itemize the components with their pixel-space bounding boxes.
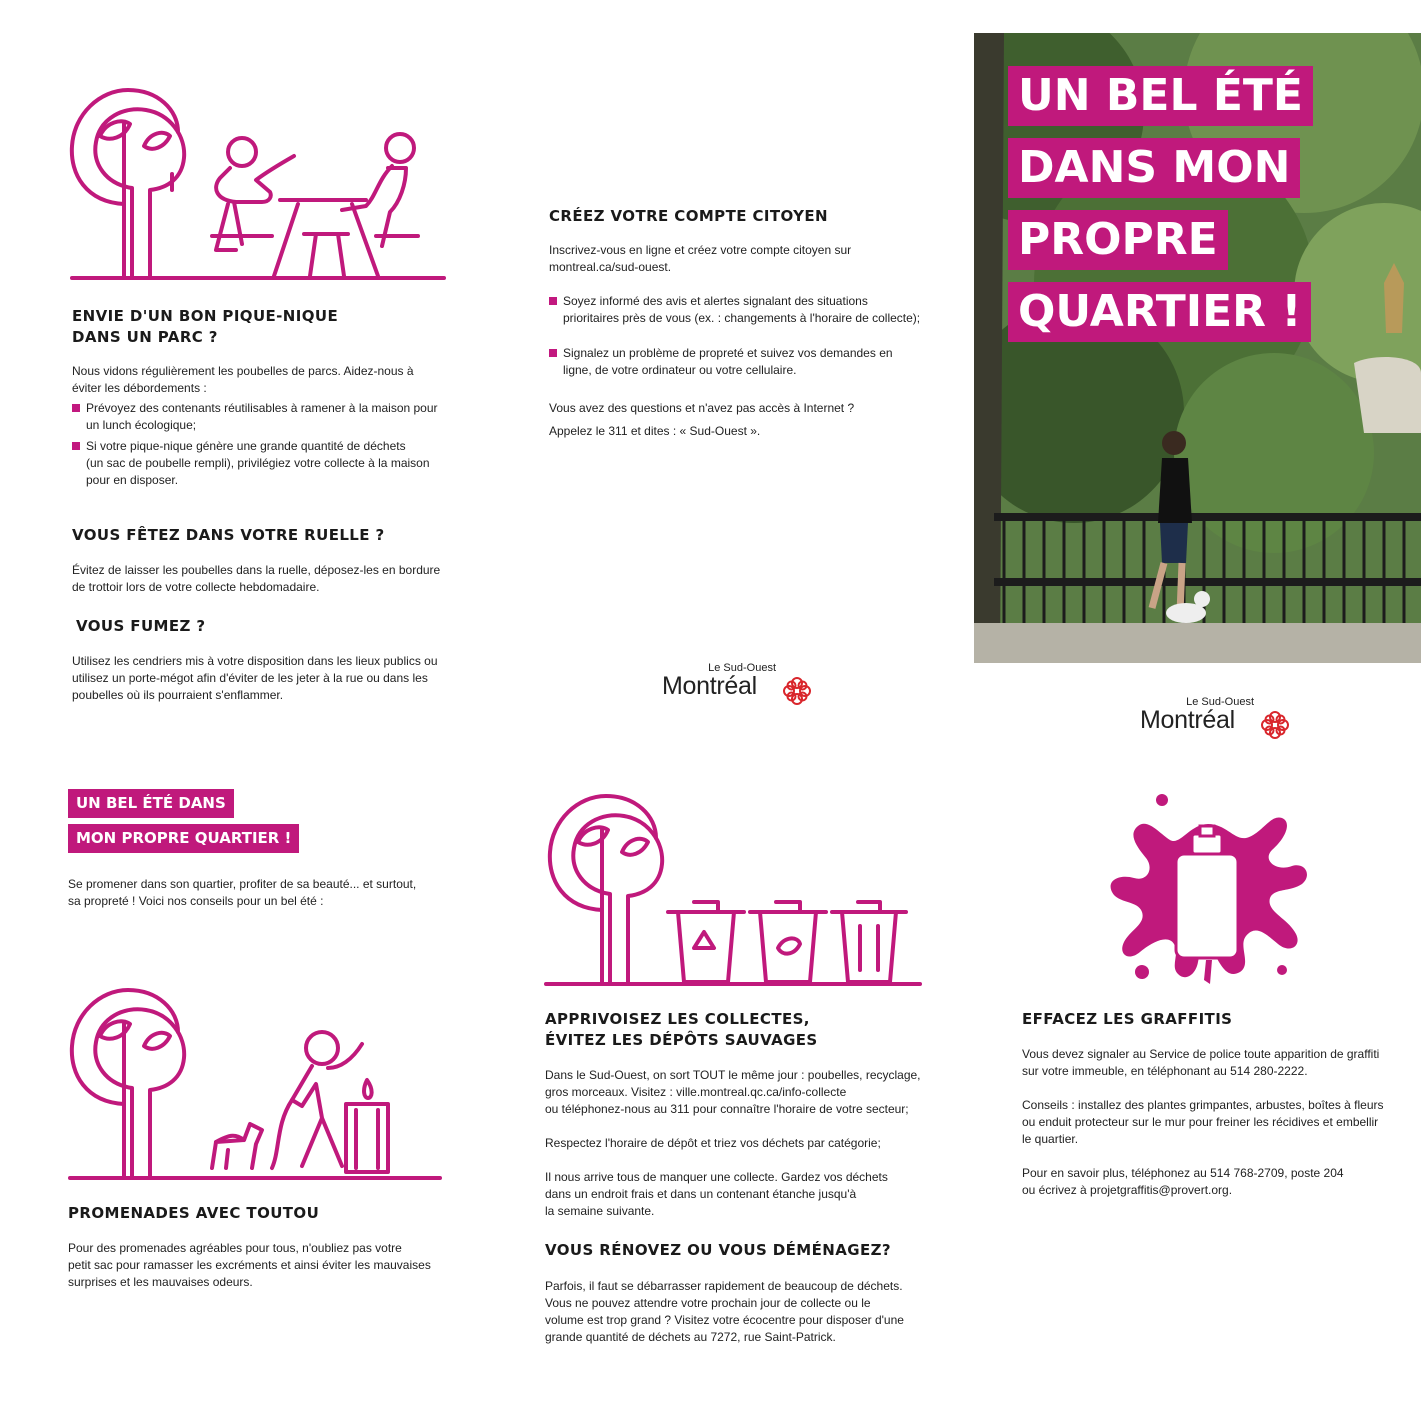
montreal-logo: Le Sud-Ouest Montréal xyxy=(662,662,812,710)
cover-title xyxy=(1008,66,1313,342)
dog-text: Pour des promenades agréables pour tous, n'oubliez pas votre petit sac pour ramasser les excréments et ainsi éviter les mauvaises surprises et les mauvaises odeurs. xyxy=(68,1241,431,1289)
intro-text: Se promener dans son quartier, profiter de sa beauté... et surtout, sa propreté ! Voici nos conseils pour un bel été : xyxy=(68,877,417,908)
cover-title-line: DANS MON xyxy=(1008,138,1300,198)
montreal-logo: Le Sud-Ouest Montréal xyxy=(1140,696,1290,744)
intro-band: UN BEL ÉTÉ DANS xyxy=(68,789,234,818)
graffiti-heading: EFFACEZ LES GRAFFITIS xyxy=(1022,1010,1233,1028)
picnic-heading: ENVIE D'UN BON PIQUE-NIQUE DANS UN PARC ? xyxy=(72,307,339,346)
collect-para: Il nous arrive tous de manquer une collecte. Gardez vos déchets dans un endroit frais et dans un contenant étanche jusqu'à la semaine suivante. xyxy=(545,1170,888,1218)
graffiti-para: Vous devez signaler au Service de police toute apparition de graffiti sur votre immeuble, en téléphonant au 514 280-2222. xyxy=(1022,1047,1380,1078)
smoke-heading: VOUS FUMEZ ? xyxy=(76,617,206,635)
picnic-bullet: Si votre pique-nique génère une grande quantité de déchets (un sac de poubelle rempli), privilégiez votre collecte à la maison pour en disposer. xyxy=(72,438,472,489)
smoke-text: Utilisez les cendriers mis à votre disposition dans les lieux publics ou utilisez un porte-mégot afin d'éviter de les jeter à la rue ou dans les poubelles où ils pourraient s'enflammer. xyxy=(72,654,438,702)
dog-heading: PROMENADES AVEC TOUTOU xyxy=(68,1204,320,1222)
dog-walk-illustration xyxy=(66,984,446,1184)
graffiti-para: Pour en savoir plus, téléphonez au 514 768-2709, poste 204 ou écrivez à projetgraffitis@provert.org. xyxy=(1022,1166,1344,1197)
account-bullet: Soyez informé des avis et alertes signalant des situations prioritaires près de vous (ex. : changements à l'horaire de collecte); xyxy=(549,293,949,327)
collection-bins-illustration xyxy=(544,790,922,990)
account-question: Vous avez des questions et n'avez pas accès à Internet ? Appelez le 311 et dites : « Sud-Ouest ». xyxy=(549,401,855,438)
picnic-illustration xyxy=(66,84,450,288)
cover-title-line: PROPRE xyxy=(1008,210,1228,270)
graffiti-splash-icon xyxy=(1106,794,1310,984)
collect-para: Dans le Sud-Ouest, on sort TOUT le même jour : poubelles, recyclage, gros morceaux. Visitez : ville.montreal.qc.ca/info-collecte ou téléphonez-nous au 311 pour connaître l'horaire de votre secteur; xyxy=(545,1068,921,1116)
account-intro: Inscrivez-vous en ligne et créez votre compte citoyen sur montreal.ca/sud-ouest. xyxy=(549,243,852,274)
alley-heading: VOUS FÊTEZ DANS VOTRE RUELLE ? xyxy=(72,526,385,544)
intro-band: MON PROPRE QUARTIER ! xyxy=(68,824,299,853)
bullet-square xyxy=(72,442,80,450)
renov-text: Parfois, il faut se débarrasser rapidement de beaucoup de déchets. Vous ne pouvez attendre votre prochain jour de collecte ou le volume est trop grand ? Visitez votre écocentre pour disposer d'une grande quantité de déchets au 7272, rue Saint-Patrick. xyxy=(545,1279,904,1344)
collect-para: Respectez l'horaire de dépôt et triez vos déchets par catégorie; xyxy=(545,1136,881,1150)
cover-title-line: QUARTIER ! xyxy=(1008,282,1311,342)
bullet-square xyxy=(549,297,557,305)
account-bullet: Signalez un problème de propreté et suivez vos demandes en ligne, de votre ordinateur ou votre cellulaire. xyxy=(549,345,949,379)
cover-title-line: UN BEL ÉTÉ xyxy=(1008,66,1313,126)
account-heading: CRÉEZ VOTRE COMPTE CITOYEN xyxy=(549,207,828,225)
renov-heading: VOUS RÉNOVEZ OU VOUS DÉMÉNAGEZ? xyxy=(545,1241,891,1259)
collect-heading: APPRIVOISEZ LES COLLECTES, ÉVITEZ LES DÉPÔTS SAUVAGES xyxy=(545,1010,818,1049)
graffiti-para: Conseils : installez des plantes grimpantes, arbustes, boîtes à fleurs ou enduit protecteur sur le mur pour freiner les récidives et embellir le quartier. xyxy=(1022,1098,1384,1146)
bullet-square xyxy=(549,349,557,357)
picnic-bullet: Prévoyez des contenants réutilisables à ramener à la maison pour un lunch écologique; xyxy=(72,400,472,434)
rosette-icon xyxy=(782,676,812,706)
bullet-square xyxy=(72,404,80,412)
alley-text: Évitez de laisser les poubelles dans la ruelle, déposez-les en bordure de trottoir lors de votre collecte hebdomadaire. xyxy=(72,563,441,594)
picnic-intro: Nous vidons régulièrement les poubelles de parcs. Aidez-nous à éviter les débordements : xyxy=(72,364,414,395)
rosette-icon xyxy=(1260,710,1290,740)
